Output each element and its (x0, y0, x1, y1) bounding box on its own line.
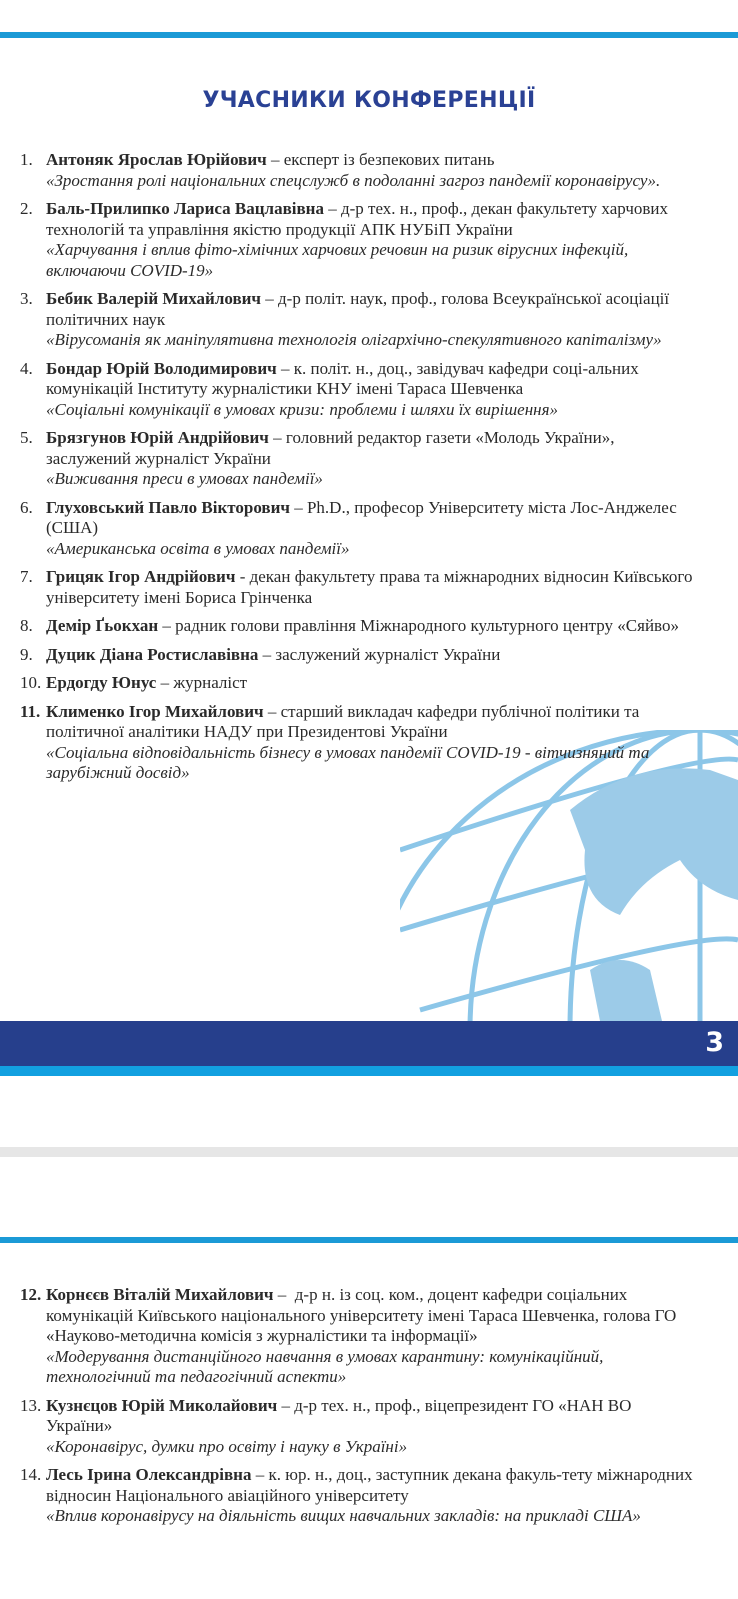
dash-separator: - (235, 567, 250, 586)
talk-topic: «Коронавірус, думки про освіту і науку в Україні» (46, 1436, 408, 1456)
participants-list-page1 (0, 150, 738, 792)
participant-name: Грицяк Ігор Андрійович (46, 567, 236, 586)
dash-separator: – (261, 289, 279, 308)
participant-role: д-р н. із соц. ком., доцент кафедри соціальних комунікацій Київського національного університету імені Тараса Шевченка, голова ГО «Науково-методична комісія з журналістики та інформації» (46, 1285, 677, 1345)
entry-number: 2. (20, 199, 33, 218)
participant-name: Баль-Прилипко Лариса Вацлавівна (46, 199, 324, 218)
participant-name: Бебик Валерій Михайлович (46, 289, 262, 308)
entry-number: 9. (20, 644, 33, 664)
entry-number: 3. (20, 289, 33, 308)
dash-separator: – (276, 358, 294, 378)
participant-role: Ph.D., професор Університету міста Лос-Анджелес (США) (46, 497, 677, 537)
dash-separator: – (268, 428, 286, 447)
participants-list-page2 (0, 1285, 738, 1535)
participant-name: Лесь Ірина Олександрівна (46, 1465, 252, 1484)
participant-role: журналіст (173, 673, 248, 692)
participant-name: Кузнєцов Юрій Миколайович (46, 1395, 278, 1415)
participant-role: к. юр. н., доц., заступник декана факуль-тету міжнародних відносин Національного авіаційного університету (46, 1465, 693, 1505)
dash-separator: – (266, 150, 284, 169)
participant-entry (0, 673, 738, 694)
participant-name: Глуховський Павло Вікторович (46, 497, 290, 517)
participant-role: заслужений журналіст України (275, 644, 501, 664)
participant-name: Бондар Юрій Володимирович (46, 358, 277, 378)
participant-entry (0, 645, 738, 666)
footer-accent-bar (0, 1066, 738, 1076)
page-title: УЧАСНИКИ КОНФЕРЕНЦІЇ (202, 88, 536, 113)
page-number: 3 (705, 1027, 724, 1058)
participant-role: д-р політ. наук, проф., голова Всеукраїнської асоціації політичних наук (46, 289, 670, 329)
talk-topic: «Харчування і вплив фіто-хімічних харчових речовин на ризик вірусних інфекцій, включаючи COVID-19» (46, 240, 629, 280)
entry-number: 1. (20, 150, 33, 169)
page2-accent-bar (0, 1237, 738, 1243)
talk-topic: «Соціальна відповідальність бізнесу в умовах пандемії COVID-19 - вітчизняний та зарубіжний досвід» (46, 742, 650, 782)
dash-separator: – (273, 1285, 295, 1304)
entry-number: 4. (20, 358, 33, 378)
participant-role: к. політ. н., доц., завідувач кафедри соці-альних комунікацій Інституту журналістики КНУ імені Тараса Шевченка (46, 358, 639, 398)
dash-separator: – (251, 1465, 269, 1484)
talk-topic: «Вплив коронавірусу на діяльність вищих навчальних закладів: на прикладі США» (46, 1506, 641, 1525)
participant-role: декан факультету права та міжнародних відносин Київського університету імені Бориса Грінченка (46, 567, 693, 607)
participant-name: Клименко Ігор Михайлович (46, 701, 264, 721)
participant-entry (0, 498, 738, 560)
entry-number: 8. (20, 616, 33, 635)
dash-separator: – (323, 199, 341, 218)
dash-separator: – (258, 644, 276, 664)
participant-entry (0, 428, 738, 490)
participant-role: радник голови правління Міжнародного культурного центру «Сяйво» (175, 616, 679, 635)
entry-number: 10. (20, 673, 42, 692)
participant-entry (0, 289, 738, 351)
participant-name: Демір Ґьокхан (46, 616, 159, 635)
footer-band (0, 1021, 738, 1066)
entry-number: 14. (20, 1465, 42, 1484)
dash-separator: – (263, 701, 281, 721)
participant-name: Ердогду Юнус (46, 673, 157, 692)
participant-entry (0, 359, 738, 421)
participant-name: Брязгунов Юрій Андрійович (46, 428, 269, 447)
participant-role: д-р тех. н., проф., декан факультету харчових технологій та управління якістю продукції АПК НУБіП України (46, 199, 669, 239)
talk-topic: «Зростання ролі національних спецслужб в подоланні загроз пандемії коронавірусу». (46, 170, 661, 190)
participant-entry (0, 199, 738, 281)
participant-entry (0, 150, 738, 191)
participant-entry (0, 567, 738, 608)
participant-role: старший викладач кафедри публічної політики та політичної аналітики НАДУ при Президентові України (46, 701, 640, 741)
talk-topic: «Модерування дистанційного навчання в умовах карантину: комунікаційний, технологічний та педагогічний аспекти» (46, 1346, 604, 1386)
participant-entry (0, 616, 738, 637)
participant-entry (0, 1465, 738, 1527)
participant-entry (0, 1285, 738, 1388)
entry-number: 5. (20, 428, 33, 447)
dash-separator: – (156, 673, 174, 692)
talk-topic: «Виживання преси в умовах пандемії» (46, 469, 323, 488)
talk-topic: «Соціальні комунікації в умовах кризи: проблеми і шляхи їх вирішення» (46, 399, 558, 419)
participant-name: Дуцик Діана Ростиславівна (46, 644, 259, 664)
participant-name: Корнєєв Віталій Михайлович (46, 1285, 274, 1304)
participant-entry (0, 1396, 738, 1458)
participant-role: експерт із безпекових питань (283, 150, 495, 169)
dash-separator: – (289, 497, 307, 517)
participant-entry (0, 702, 738, 784)
page-separator (0, 1147, 738, 1157)
entry-number: 13. (20, 1395, 42, 1415)
talk-topic: «Вірусоманія як маніпулятивна технологія олігархічно-спекулятивного капіталізму» (46, 330, 662, 349)
participant-name: Антоняк Ярослав Юрійович (46, 150, 267, 169)
talk-topic: «Американська освіта в умовах пандемії» (46, 538, 350, 558)
dash-separator: – (158, 616, 176, 635)
entry-number: 6. (20, 497, 33, 517)
top-accent-bar (0, 32, 738, 38)
participant-role: головний редактор газети «Молодь України», заслужений журналіст України (46, 428, 615, 468)
entry-number: 12. (20, 1285, 42, 1304)
participant-role: д-р тех. н., проф., віцепрезидент ГО «НАН ВО України» (46, 1395, 632, 1435)
entry-number: 11. (20, 701, 41, 721)
entry-number: 7. (20, 567, 33, 586)
dash-separator: – (277, 1395, 295, 1415)
